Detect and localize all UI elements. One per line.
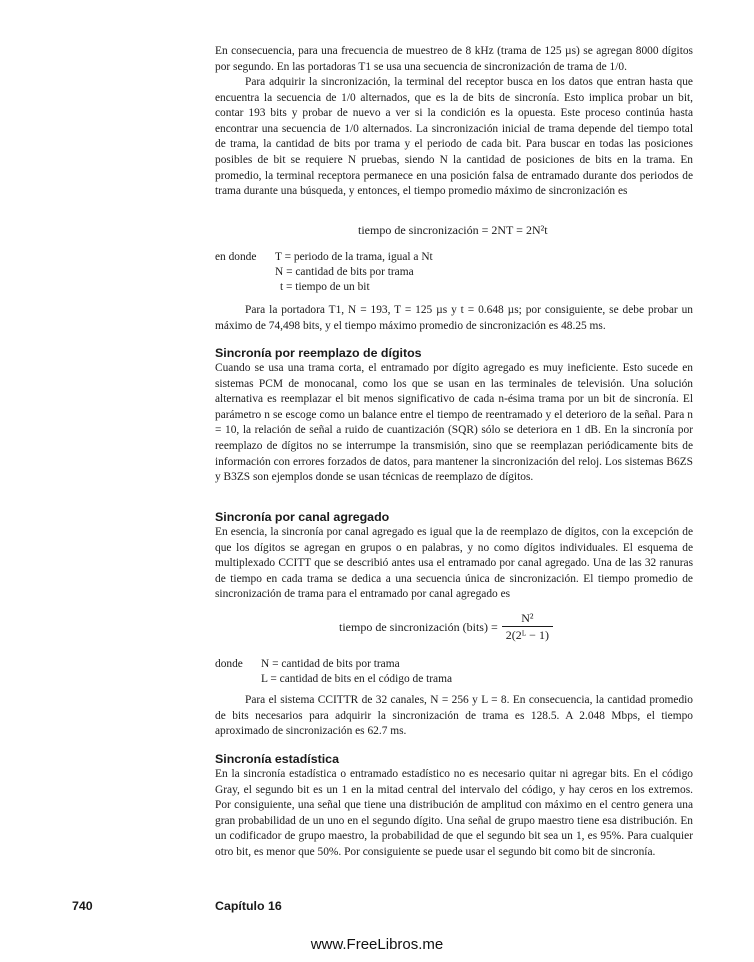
paragraph-digit-replacement: Cuando se usa una trama corta, el entramado por dígito agregado es muy ineficiente. Esto sucede en sistemas PCM de monocanal, como los que se usan en las terminales de televisión. Una solución alternativa es reemplazar el bit menos significativo de cada n-ésima trama por un bit de sincronía. El parámetro n se escoge como un balance entre el tiempo de reentramado y el deterioro de la señal. Para n = 10, la relación de señal a ruido de cuantización (SQR) sólo se deteriora en 1 dB. En la sincronía por reemplazo de dígitos no se interrumpe la transmisión, sino que se reemplazan periódicamente bits de información con errores forzados de datos, para mantener la sincronización del reloj. Los sistemas B6ZS y B3ZS son ejemplos donde se usan técnicas de reemplazo de dígitos. xyxy=(215,362,693,484)
page-number: 740 xyxy=(72,899,93,913)
equation-denominator: 2(2ᴸ − 1) xyxy=(505,628,549,642)
definition-row: T = periodo de la trama, igual a Nt xyxy=(275,251,433,263)
paragraph-sync-search: Para adquirir la sincronización, la terminal del receptor busca en los datos que entran hasta que encuentra la secuencia de 1/0 alternados, que es la de bits de sincronía. Esto implica probar un bit, contar 193 bits y probar de nuevo a ver si la condición es la opuesta. Este proceso continúa hasta encontrar una secuencia de 1/0 alternados. La sincronización inicial de trama depende del tiempo total de trama, la cantidad de bits por trama y el periodo de cada bit. Para buscar en todas las posiciones posibles de bit se requiere N pruebas, siendo N la cantidad de posiciones de bits en la trama. En promedio, la terminal receptora permanece en una posición falsa de entramado durante dos periodos de trama durante una búsqueda, y entonces, el tiempo promedio máximo de sincronización es xyxy=(215,76,693,198)
equation-numerator: N² xyxy=(502,611,553,627)
definition-row: N = cantidad de bits por trama xyxy=(261,658,400,670)
definitions-2-label: donde xyxy=(215,658,243,670)
section-heading-digit-replacement: Sincronía por reemplazo de dígitos xyxy=(215,346,422,360)
definition-row: t = tiempo de un bit xyxy=(280,281,370,294)
equation-fraction xyxy=(502,611,553,643)
paragraph-added-channel: En esencia, la sincronía por canal agregado es igual que la de reemplazo de dígitos, con la excepción de que los dígitos se agregan en grupos o en palabras, y no como dígitos individuales. El esquema de multiplexado CCITT que se describió antes usa el entramado por canal agregado. Una de las 32 ranuras de tiempo en cada trama se dedica a una secuencia única de sincronización. El tiempo promedio de sincronización de trama para el entramado por canal agregado es xyxy=(215,526,693,601)
definitions-1-label: en donde xyxy=(215,251,257,263)
paragraph-t1-example: Para la portadora T1, N = 193, T = 125 µs y t = 0.648 µs; por consiguiente, se debe probar un máximo de 74,498 bits, y el tiempo máximo promedio de sincronización es 48.25 ms. xyxy=(215,304,693,332)
section-heading-statistical: Sincronía estadística xyxy=(215,752,339,766)
equation-lhs: tiempo de sincronización (bits) = xyxy=(339,620,498,634)
definitions-1 xyxy=(215,250,433,296)
definition-row: L = cantidad de bits en el código de trama xyxy=(261,673,453,686)
section-heading-added-channel: Sincronía por canal agregado xyxy=(215,510,390,524)
paragraph-ccitt-example: Para el sistema CCITTR de 32 canales, N = 256 y L = 8. En consecuencia, la cantidad promedio de bits necesarios para adquirir la sincronización de trama es 128.5. A 2.048 Mbps, el tiempo aproximado de sincronización es 62.7 ms. xyxy=(215,694,693,738)
equation-added-channel xyxy=(339,611,553,643)
equation-sync-time: tiempo de sincronización = 2NT = 2N²t xyxy=(358,223,548,237)
website-watermark: www.FreeLibros.me xyxy=(310,936,444,953)
definition-row: N = cantidad de bits por trama xyxy=(275,266,414,279)
paragraph-statistical: En la sincronía estadística o entramado estadístico no es necesario quitar ni agregar bits. En el código Gray, el segundo bit es un 1 en la mitad central del intervalo del código, y hay ceros en los extremos. Por consiguiente, una señal que tiene una distribución de amplitud con máximo en el centro genera una gran probabilidad de un uno en el segundo dígito. Una señal de grupo maestro tiene esa distribución. En un codificador de grupo maestro, la probabilidad de que el segundo bit sea un 1, es 95%. Para cualquier otro bit, es menor que 50%. Por consiguiente se puede usar el segundo bit como bit de sincronía. xyxy=(215,768,693,858)
definitions-2 xyxy=(215,657,452,687)
paragraph-intro: En consecuencia, para una frecuencia de muestreo de 8 kHz (trama de 125 µs) se agregan 8000 dígitos por segundo. En las portadoras T1 se usa una secuencia de sincronización de trama de 1/0. xyxy=(215,45,693,73)
chapter-label: Capítulo 16 xyxy=(215,899,282,913)
